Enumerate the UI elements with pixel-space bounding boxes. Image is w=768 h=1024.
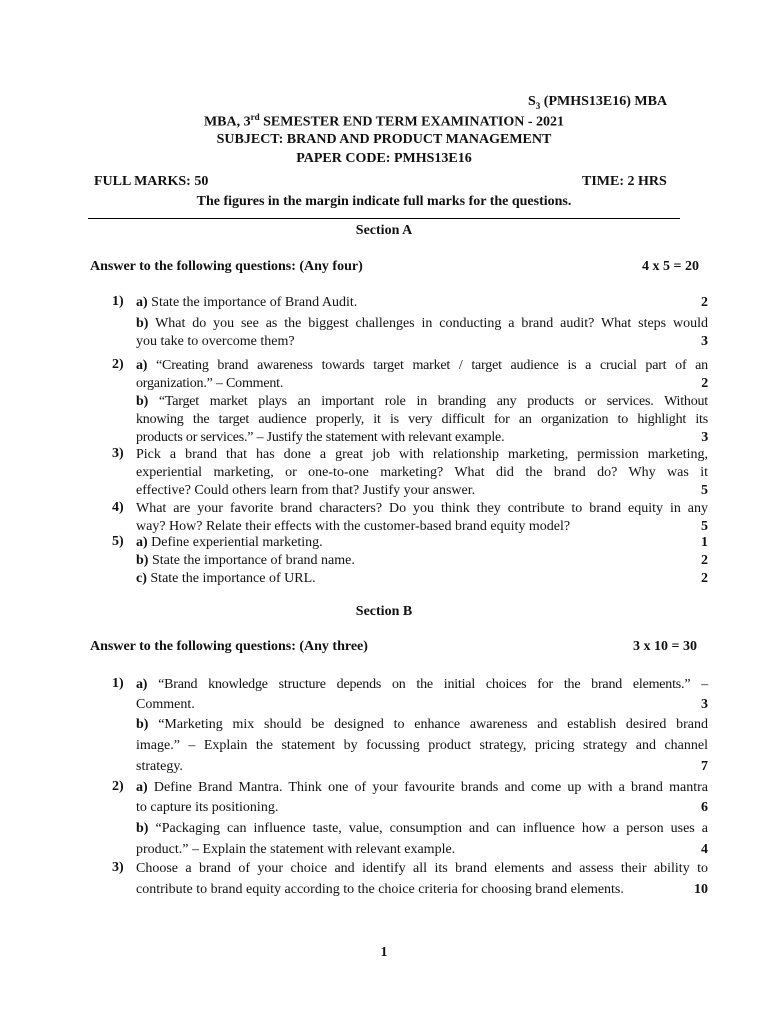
question-number: 5)	[112, 534, 124, 549]
marks-note: The figures in the margin indicate full marks for the questions.	[196, 194, 572, 209]
question-a3: Pick a brand that has done a great job with relationship marketing, permission marketing, experiential marketing, or one-to-one marketing? What did the brand do? Why was it effective? Could others learn from that? Justify your answer. 5	[136, 447, 708, 498]
time-allowed: TIME: 2 HRS	[582, 174, 667, 189]
question-number: 2)	[112, 357, 124, 372]
section-b-instruction: Answer to the following questions: (Any three)	[90, 639, 368, 654]
question-number: 1)	[112, 676, 124, 691]
question-number: 1)	[112, 294, 124, 309]
question-b1: a) “Brand knowledge structure depends on the initial choices for the brand elements.” – Comment. 3 b) “Marketing mix should be designed to enhance awareness and establish desired brand image.” – Explain the statement by focussing product strategy, pricing strategy and channel strategy. 7	[136, 677, 708, 774]
question-a5: a) Define experiential marketing. 1 b) State the importance of brand name. 2 c) State the importance of URL. 2	[136, 535, 708, 586]
section-b-title: Section B	[355, 604, 413, 619]
question-a1: a) State the importance of Brand Audit. 2 b) What do you see as the biggest challenges in conducting a brand audit? What steps would you take to overcome them? 3	[136, 295, 708, 349]
paper-code-line: PAPER CODE: PMHS13E16	[296, 151, 472, 166]
header-divider	[88, 218, 680, 219]
question-b2: a) Define Brand Mantra. Think one of your favourite brands and come up with a brand mantra to capture its positioning. 6 b) “Packaging can influence taste, value, consumption and can influence how a person uses a product.” – Explain the statement with relevant example. 4	[136, 780, 708, 857]
exam-title: MBA, 3rd SEMESTER END TERM EXAMINATION - 2021	[203, 112, 565, 130]
page-number: 1	[380, 945, 388, 960]
section-a-title: Section A	[355, 223, 413, 238]
section-b-marks: 3 x 10 = 30	[633, 639, 697, 654]
question-number: 4)	[112, 500, 124, 515]
question-number: 2)	[112, 779, 124, 794]
section-a-instruction: Answer to the following questions: (Any four)	[90, 259, 363, 274]
section-a-marks: 4 x 5 = 20	[642, 259, 699, 274]
question-number: 3)	[112, 860, 124, 875]
full-marks: FULL MARKS: 50	[94, 174, 209, 189]
question-a4: What are your favorite brand characters? Do you think they contribute to brand equity in any way? How? Relate their effects with the customer-based brand equity model? 5	[136, 501, 708, 534]
question-a2: a) “Creating brand awareness towards target market / target audience is a crucial part of an organization.” – Comment. 2 b) “Target market plays an important role in branding any products or services. Without knowing the target audience properly, it is very difficult for an organization to highlight its products or services.” – Justify the statement with relevant example. 3	[136, 358, 708, 445]
subject-line: SUBJECT: BRAND AND PRODUCT MANAGEMENT	[216, 132, 552, 147]
question-number: 3)	[112, 446, 124, 461]
question-b3: Choose a brand of your choice and identify all its brand elements and assess their ability to contribute to brand equity according to the choice criteria for choosing brand elements. 10	[136, 861, 708, 897]
paper-code-tag: $S_3$ (PMHS13E16) MBA	[528, 94, 668, 111]
